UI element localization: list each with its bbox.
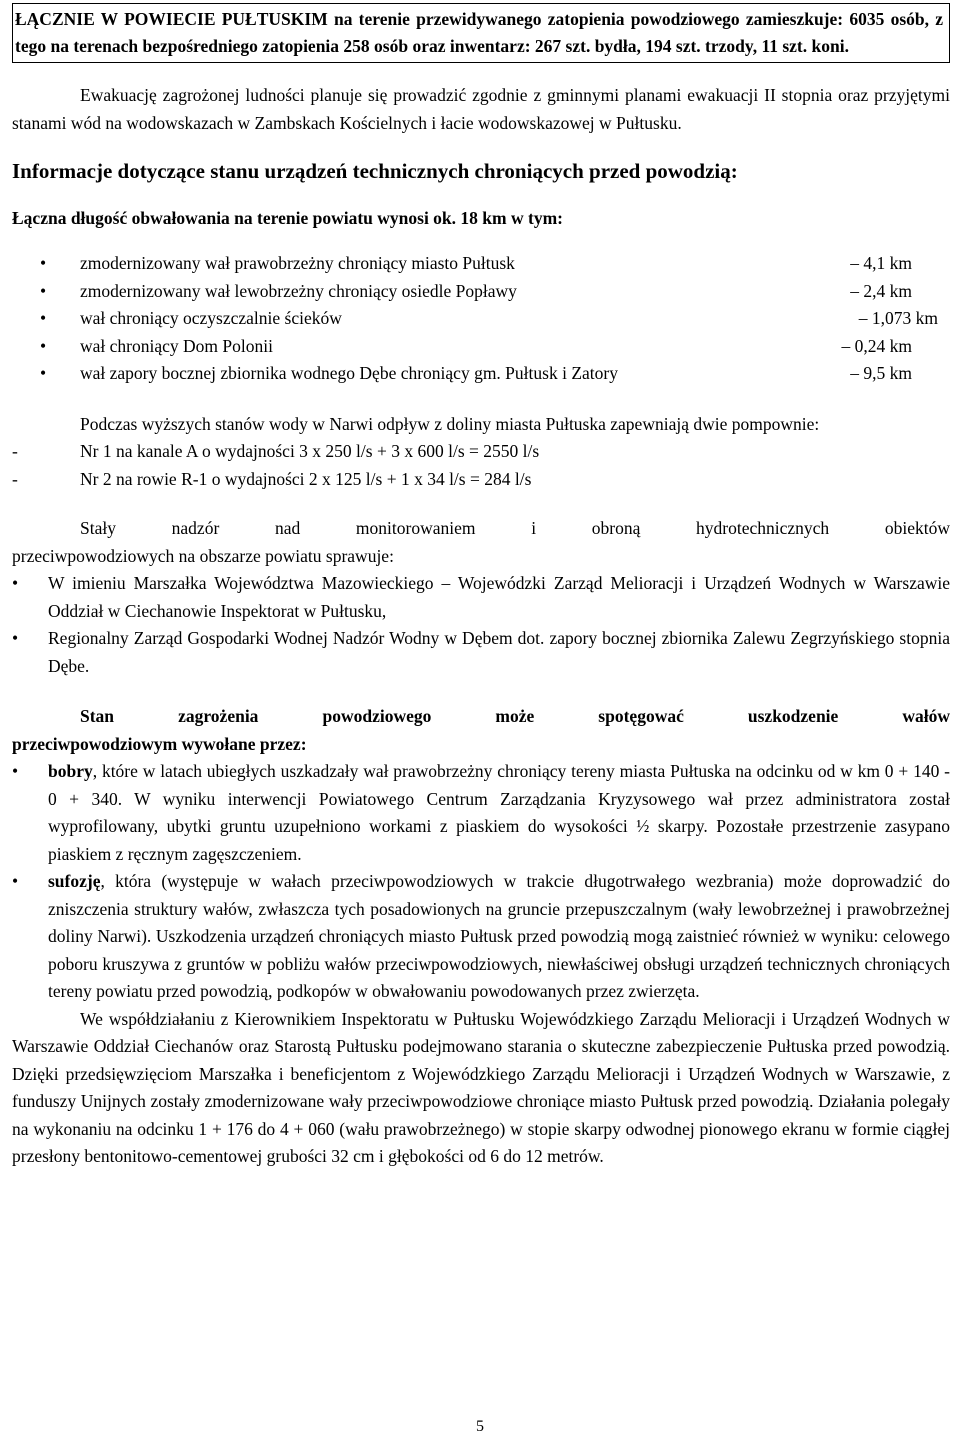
threat-text: , które w latach ubiegłych uszkadzały wał prawobrzeżny chroniący tereny miasta Pułtuska na odcinku od w km 0 + 140 - 0 + 340. W wyniku interwencji Powiatowego Centrum Zarządzania Kryzysowego wał przez administratora został wyprofilowany, ubytki gruntu uzupełniono workami z piaskiem do wysokości ½ skarpy. Pozostałe przestrzenie zasypano piaskiem z ręcznym zagęszczeniem. [48,761,950,864]
levee-item [12,305,950,333]
pump-text: Nr 1 na kanale A o wydajności 3 x 250 l/s + 3 x 600 l/s = 2550 l/s [80,441,540,461]
threat-list [12,758,950,1006]
bullet-icon: • [12,628,19,648]
levee-list [12,250,950,388]
supervision-line: przeciwpowodziowych na obszarze powiatu sprawuje: [12,545,394,566]
levee-length: – 4,1 km [850,253,912,273]
supervisor-list [12,570,950,680]
levee-name: wał zapory bocznej zbiornika wodnego Dębe chroniący gm. Pułtusk i Zatory [80,363,618,383]
cooperation-paragraph: We współdziałaniu z Kierownikiem Inspektoratu w Pułtusku Wojewódzkiego Zarządu Melioracji i Urządzeń Wodnych w Warszawie Oddział Ciechanów oraz Starostą Pułtusku podejmowano starania o skuteczne zabezpieczenie Pułtuska przed powodzią. Dzięki przedsięwzięciom Marszałka i beneficjentom z Wojewódzkiego Zarządu Melioracji i Urządzeń Wodnych w Warszawie, z funduszy Unijnych zostały zmodernizowane wały przeciwpowodziowe chroniące miasto Pułtusk przed powodzią. Działania polegały na wykonaniu na odcinku 1 + 176 do 4 + 060 (wału prawobrzeżnego) w stopie skarpy odwodnej pionowego ekranu w formie ciągłej przesłony bentonitowo-cementowej grubości 32 cm i głębokości od 6 do 12 metrów. [12,1008,950,1166]
bullet-icon: • [12,871,19,891]
bullet-icon: • [12,573,19,593]
supervisor-item [12,625,950,680]
levee-length: – 2,4 km [850,280,912,301]
pump-item [12,466,950,494]
pumps-intro: Podczas wyższych stanów wody w Narwi odpływ z doliny miasta Pułtuska zapewniają dwie pompownie: [80,413,820,434]
threat-term: sufozję [48,871,101,891]
levee-item [12,333,950,361]
threat-heading: Stan zagrożenia powodziowego może spotęgować uszkodzenie wałów [80,706,950,726]
dash-marker: - [12,468,18,489]
threat-heading: przeciwpowodziowym wywołane przez: [12,733,307,754]
levee-length: – 9,5 km [850,363,912,383]
levee-item [12,278,950,306]
section-heading: Informacje dotyczące stanu urządzeń technicznych chroniących przed powodzią: [12,159,738,183]
page-number: 5 [476,1418,484,1435]
supervisor-text: W imieniu Marszałka Województwa Mazowieckiego – Wojewódzki Zarząd Melioracji i Urządzeń Wodnych w Warszawie Oddział w Ciechanowie Inspektorat w Pułtusku, [48,573,950,621]
bullet-icon: • [40,280,47,301]
levee-name: zmodernizowany wał prawobrzeżny chroniący miasto Pułtusk [80,253,515,273]
levee-name: wał chroniący Dom Polonii [80,335,273,356]
supervision-line: Stały nadzór nad monitorowaniem i obroną hydrotechnicznych obiektów [80,518,950,538]
bullet-icon: • [40,308,47,328]
levee-length: – 1,073 km [858,308,938,328]
bullet-icon: • [40,363,47,383]
threat-item [12,868,950,1006]
levee-length: – 0,24 km [841,335,912,356]
bullet-icon: • [12,761,19,781]
threat-term: bobry [48,761,93,781]
levee-item [12,360,950,388]
levee-name: zmodernizowany wał lewobrzeżny chroniący osiedle Popławy [80,280,517,301]
bullet-icon: • [40,335,47,356]
document-page [12,0,950,1171]
dash-marker: - [12,441,18,461]
pump-text: Nr 2 na rowie R-1 o wydajności 2 x 125 l/s + 1 x 34 l/s = 284 l/s [80,468,532,489]
summary-box: ŁĄCZNIE W POWIECIE PUŁTUSKIM na terenie przewidywanego zatopienia powodziowego zamieszkuje: 6035 osób, z tego na terenach bezpośredniego zatopienia 258 osób oraz inwentarz: 267 szt. bydła, 194 szt. trzody, 11 szt. koni. [12,3,950,63]
evacuation-paragraph: Ewakuację zagrożonej ludności planuje się prowadzić zgodnie z gminnymi planami ewakuacji II stopnia oraz przyjętymi stanami wód na wodowskazach w Zambskach Kościelnych i łacie wodowskazowej w Pułtusku. [12,85,950,133]
levee-name: wał chroniący oczyszczalnie ścieków [80,308,342,328]
bullet-icon: • [40,253,47,273]
supervisor-text: Regionalny Zarząd Gospodarki Wodnej Nadzór Wodny w Dębem dot. zapory bocznej zbiornika Zalewu Zegrzyńskiego stopnia Dębe. [48,628,950,676]
levee-item [12,250,950,278]
threat-text: , która (występuje w wałach przeciwpowodziowych w trakcie długotrwałego wezbrania) może doprowadzić do zniszczenia struktury wałów, zwłaszcza tych posadowionych na gruncie przepuszczalnym (wały lewobrzeżnej i prawobrzeżnej doliny Narwi). Uszkodzenia urządzeń chroniących miasto Pułtusk przed powodzią mogą zaistnieć również w wyniku: celowego poboru kruszywa z gruntów w pobliżu wałów przeciwpowodziowych, niewłaściwej obsługi urządzeń technicznych chroniących tereny powiatu przed powodzią, podkopów w obwałowaniu powodowanych przez zwierzęta. [48,871,950,1001]
levee-intro: Łączna długość obwałowania na terenie powiatu wynosi ok. 18 km w tym: [12,208,563,228]
pump-item [12,438,950,466]
supervisor-item [12,570,950,625]
threat-item [12,758,950,868]
